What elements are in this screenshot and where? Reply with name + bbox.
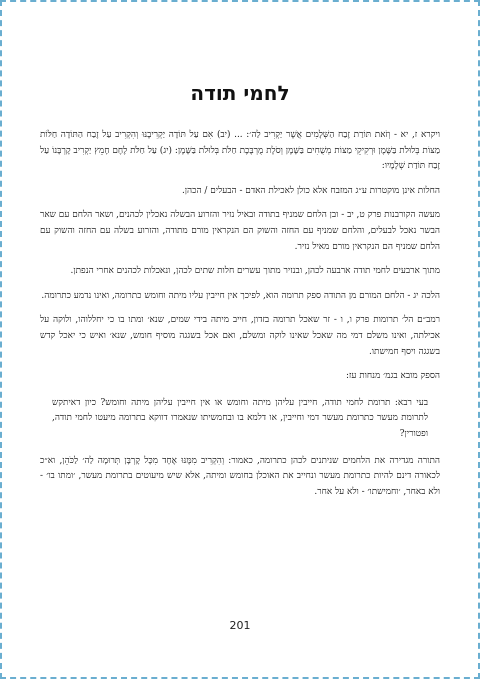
- page-number: 201: [229, 619, 251, 632]
- page-title: לחמי תודה: [190, 81, 290, 105]
- paragraph-halacha-13: הלכה יג - הלחם המורם מן התודה ספק תרומה הוא, לפיכך אין חייבין עליו מיתה וחומש כתרומה, ואינו נדמע כתרומה.: [41, 290, 440, 301]
- paragraph-maase-hakorbanot: מעשה הקורבנות פרק ט, יב - ובן הלחם שמניף בתודה ובאיל נזיר והזרוע הבשלה נאכלין לכהנים, ושאר הלחם עם שאר הבשר נאכל לבעלים, והלחם שמניף עם החזה והשוק הם הנקראין מורם מתודה, והזרוע בשלה עם החזה והשוק עם הלחם שמניף הם הנקראין מורם מאיל נזיר.: [40, 210, 440, 252]
- gemara-quote: בעי רבא: תרומת לחמי תודה, חייבין עליהן מיתה וחומש או אין חייבין עליהן מיתה וחומש? כיון דאיתקש לתרומת מעשר כתרומת מעשר דמי וחייבין, או דלמא בו ובחמשיתו שנאמרו דווקא בתרומה מיעטו לחמי תודה, ופטורין?: [52, 397, 428, 439]
- paragraph-four-of-forty: מתוך ארבעים לחמי תודה ארבעה לכהן, ובנזיר מתוך עשרים חלות שתים לכהן, ונאכלות לכהנים אחרי הנפתן.: [70, 266, 440, 277]
- paragraph-vayikra-verse: ויקרא ז, יא - וְזֹאת תּוֹרַת זֶבַח הַשְּׁלָמִים אֲשֶׁר יַקְרִיב לַה׳: ... (יב) אִם עַל תּוֹדָה יַקְרִיבֶנּוּ וְהִקְרִיב עַל זֶבַח הַתּוֹדָה חַלּוֹת מַצּוֹת בְּלוּלֹת בַּשֶּׁמֶן וּרְקִיקֵי מַצּוֹת מְשֻׁחִים בַּשָּׁמֶן וְסֹלֶת מֻרְבֶּכֶת חַלֹּת בְּלוּלֹת בַּשָּׁמֶן: (יג) עַל חַלֹּת לֶחֶם חָמֵץ יַקְרִיב קָרְבָּנוֹ עַל זֶבַח תּוֹדַת שְׁלָמָיו:: [40, 130, 440, 172]
- paragraph-rambam-terumot: רמב״ם הל׳ תרומות פרק ו, ו - זר שאכל תרומה בזדון, חייב מיתה בידי שמים, שנא׳ ומתו בו כי יחללוהו, ולוקה על אכילתה, ואינו משלם דמי מה שאכל שאינו לוקה ומשלם, ואם אכל בשגגה מוסיף חומש, שנא׳ ואיש כי יאכל קדש בשגגה ויסף חמישתו.: [40, 315, 440, 357]
- page-content: [40, 80, 440, 509]
- paragraph-challot-note: החלות אינן מוקטרות ע״ג המזבח אלא כולן לאכילת האדם - הבעלים / הכהן.: [181, 185, 440, 196]
- paragraph-gemara-intro: הספק מובא בגמ׳ מנחות עז:: [345, 371, 440, 382]
- paragraph-closing: התורה מגדירה את הלחמים שניתנים לכהן כתרומה, כאמור: וְהִקְרִיב מִמֶּנּוּ אֶחָד מִכָּל קָרְבָּן תְּרוּמָה לַה׳ לַכֹּהֵן, וא״כ לכאורה דינם להיות כתרומת מעשר ונחייב את האוכלן בחומש ומיתה, אלא שיש מיעוטים בתרומת מעשר, ׳ומתו בו׳ - ולא באחר, ׳וחמישתו׳ - ולא על אחר.: [40, 455, 440, 497]
